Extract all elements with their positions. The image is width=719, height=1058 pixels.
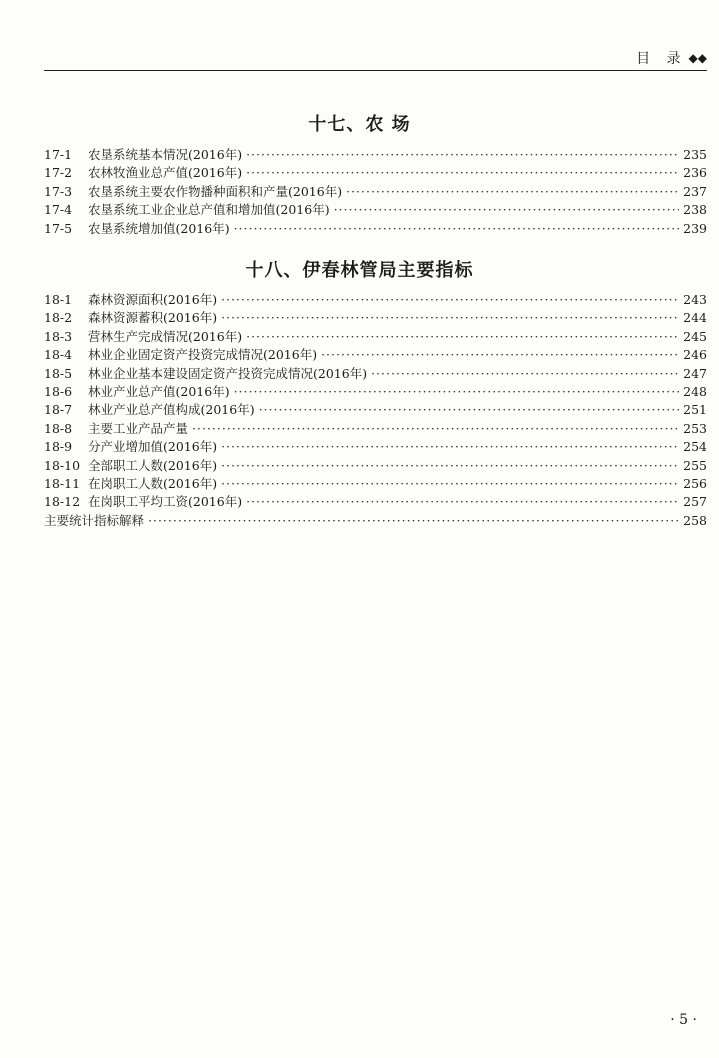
entry-page: 258 [683, 512, 707, 528]
toc-entry[interactable] [44, 145, 707, 163]
entry-number: 18-4 [44, 347, 73, 363]
entry-title: 林业产业总产值构成(2016年) [88, 402, 255, 418]
entry-title: 农垦系统主要农作物播种面积和产量(2016年) [88, 183, 343, 199]
entry-page: 253 [683, 420, 707, 436]
entry-number: 18-7 [44, 402, 73, 418]
entry-number: 18-8 [44, 420, 73, 436]
toc-entry[interactable] [44, 437, 707, 455]
toc-entry[interactable] [44, 474, 707, 492]
entry-page: 236 [683, 165, 707, 181]
entry-number: 18-6 [44, 383, 73, 399]
entry-number: 17-1 [44, 147, 73, 162]
entry-title: 营林生产完成情况(2016年) [88, 328, 243, 344]
entry-title: 在岗职工平均工资(2016年) [88, 494, 243, 510]
dot-leader [371, 366, 679, 381]
entry-number: 18-11 [44, 475, 81, 491]
toc-entry[interactable] [44, 290, 707, 308]
entry-title: 在岗职工人数(2016年) [88, 475, 218, 491]
dot-leader [221, 458, 679, 473]
dot-leader [321, 347, 679, 362]
toc-entry-appendix[interactable] [44, 511, 707, 529]
section-title-17: 十七、农 场 [308, 114, 411, 135]
entry-title: 森林资源面积(2016年) [88, 292, 218, 307]
entry-number: 17-4 [44, 202, 73, 218]
toc-entry[interactable] [44, 182, 707, 200]
dot-leader [234, 384, 680, 399]
page-number: · 5 · [670, 1012, 697, 1028]
entry-title: 全部职工人数(2016年) [88, 457, 218, 473]
dot-leader [346, 184, 679, 199]
header-title: 目 录 [636, 51, 687, 67]
entry-number: 18-3 [44, 328, 73, 344]
header-rule [44, 70, 707, 71]
dot-leader [221, 476, 679, 491]
toc-entry[interactable] [44, 456, 707, 474]
entry-page: 257 [683, 494, 707, 510]
dot-leader [246, 147, 679, 162]
dot-leader [148, 513, 679, 528]
dot-leader [246, 329, 679, 344]
entry-number: 17-5 [44, 220, 73, 236]
entry-title: 农林牧渔业总产值(2016年) [88, 165, 243, 181]
entry-title: 主要统计指标解释 [44, 512, 145, 528]
entry-page: 238 [683, 202, 707, 218]
toc-list-section-18 [44, 290, 707, 529]
entry-page: 243 [683, 292, 707, 307]
toc-list-section-17 [44, 145, 707, 237]
entry-number: 18-9 [44, 439, 73, 455]
entry-page: 245 [683, 328, 707, 344]
entry-title: 农垦系统增加值(2016年) [88, 220, 230, 236]
dot-leader [192, 421, 679, 436]
entry-title: 林业产业总产值(2016年) [88, 383, 230, 399]
dot-leader [221, 292, 679, 307]
entry-title: 分产业增加值(2016年) [88, 439, 218, 455]
entry-number: 18-12 [44, 494, 81, 510]
toc-entry[interactable] [44, 492, 707, 510]
dot-leader [334, 202, 680, 217]
entry-number: 17-2 [44, 165, 73, 181]
entry-page: 235 [683, 147, 707, 162]
entry-page: 254 [683, 439, 707, 455]
entry-title: 农垦系统工业企业总产值和增加值(2016年) [88, 202, 330, 218]
entry-page: 247 [683, 365, 707, 381]
toc-entry[interactable] [44, 308, 707, 326]
diamond-ornament-icon: ◆◆ [688, 51, 707, 65]
toc-entry[interactable] [44, 200, 707, 218]
toc-entry[interactable] [44, 382, 707, 400]
entry-page: 244 [683, 310, 707, 326]
entry-page: 237 [683, 183, 707, 199]
entry-page: 248 [683, 383, 707, 399]
entry-page: 246 [683, 347, 707, 363]
toc-entry[interactable] [44, 364, 707, 382]
entry-number: 18-5 [44, 365, 73, 381]
toc-entry[interactable] [44, 345, 707, 363]
toc-entry[interactable] [44, 327, 707, 345]
entry-title: 森林资源蓄积(2016年) [88, 310, 218, 326]
dot-leader [246, 165, 679, 180]
dot-leader [259, 402, 680, 417]
toc-entry[interactable] [44, 219, 707, 237]
toc-entry[interactable] [44, 163, 707, 181]
toc-entry[interactable] [44, 419, 707, 437]
dot-leader [221, 439, 679, 454]
entry-number: 17-3 [44, 183, 73, 199]
entry-page: 239 [683, 220, 707, 236]
dot-leader [221, 310, 679, 325]
entry-number: 18-10 [44, 457, 81, 473]
entry-title: 主要工业产品产量 [88, 420, 189, 436]
entry-title: 林业企业固定资产投资完成情况(2016年) [88, 347, 318, 363]
dot-leader [234, 221, 680, 236]
entry-number: 18-1 [44, 292, 73, 307]
entry-number: 18-2 [44, 310, 73, 326]
entry-title: 农垦系统基本情况(2016年) [88, 147, 243, 162]
section-title-18: 十八、伊春林管局主要指标 [245, 260, 474, 281]
entry-title: 林业企业基本建设固定资产投资完成情况(2016年) [88, 365, 368, 381]
entry-page: 256 [683, 475, 707, 491]
entry-page: 255 [683, 457, 707, 473]
dot-leader [246, 494, 679, 509]
entry-page: 251 [683, 402, 707, 418]
running-header [636, 48, 707, 68]
toc-entry[interactable] [44, 400, 707, 418]
